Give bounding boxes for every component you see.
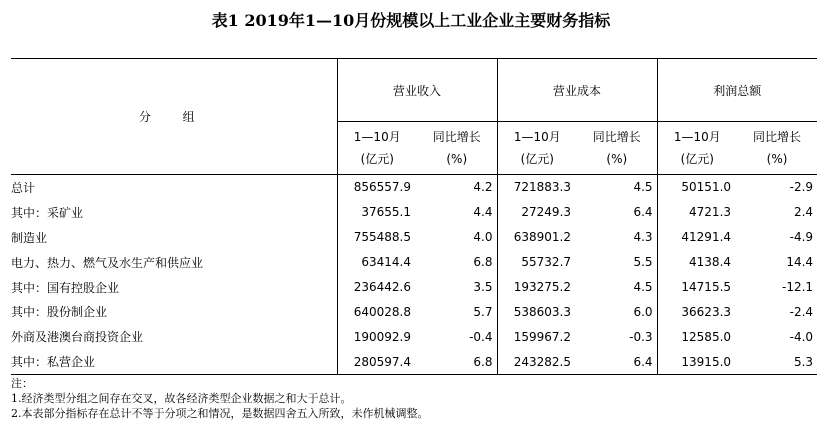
profit-value: 41291.4 [657, 225, 737, 250]
profit-yoy-value: -2.4 [789, 304, 814, 319]
revenue-yoy-value: 4.2 [473, 180, 493, 195]
profit-yoy-header: 同比增长 (%) [737, 122, 817, 175]
table-row [11, 275, 817, 300]
notes-heading: 注： [11, 377, 33, 390]
revenue-yoy-value: 6.8 [417, 349, 497, 374]
profit-yoy-value: -4.9 [789, 230, 814, 245]
revenue-value: 640028.8 [337, 299, 417, 324]
revenue-yoy-value: -0.4 [469, 329, 493, 344]
row-label: 电力、热力、燃气及水生产和供应业 [11, 255, 204, 270]
revenue-value: 755488.5 [337, 225, 417, 250]
profit-yoy-value: -2.9 [789, 180, 814, 195]
revenue-value: 37655.1 [337, 200, 417, 225]
group-header: 分 组 [11, 59, 337, 175]
financial-indicators-table [11, 58, 817, 375]
profit-value: 12585.0 [657, 324, 737, 349]
profit-yoy-value: -12.1 [781, 280, 814, 294]
cost-value: 27249.3 [497, 200, 577, 225]
table-row [11, 175, 817, 200]
row-label: 总计 [11, 180, 36, 195]
note-2: 2.本表部分指标存在总计不等于分项之和情况，是数据四舍五入所致，未作机械调整。 [11, 407, 429, 420]
revenue-yoy-header: 同比增长 (%) [417, 122, 497, 175]
cost-yoy-value: 5.5 [633, 255, 653, 270]
revenue-value: 280597.4 [337, 349, 417, 374]
row-label: 其中：采矿业 [11, 205, 84, 220]
profit-value: 13915.0 [657, 349, 737, 374]
profit-yoy-value: 5.3 [737, 349, 817, 374]
table-row [11, 324, 817, 349]
cost-value: 193275.2 [497, 275, 577, 300]
revenue-value: 63414.4 [337, 250, 417, 275]
row-label: 其中：国有控股企业 [11, 280, 120, 295]
cost-yoy-value: 4.5 [633, 180, 653, 195]
cost-header: 营业成本 [497, 59, 657, 122]
cost-yoy-value: 6.4 [633, 205, 653, 220]
revenue-value: 190092.9 [337, 324, 417, 349]
cost-period-header: 1—10月 (亿元) [497, 122, 577, 175]
revenue-period-header: 1—10月 (亿元) [337, 122, 417, 175]
revenue-yoy-value: 3.5 [473, 280, 493, 294]
revenue-yoy-value: 5.7 [473, 304, 493, 319]
profit-yoy-value: 2.4 [793, 205, 814, 220]
table-row [11, 225, 817, 250]
cost-value: 159967.2 [497, 324, 577, 349]
cost-value: 538603.3 [497, 299, 577, 324]
profit-period-header: 1—10月 (亿元) [657, 122, 737, 175]
revenue-value: 236442.6 [337, 275, 417, 300]
revenue-header: 营业收入 [337, 59, 497, 122]
profit-yoy-value: 14.4 [786, 255, 814, 270]
revenue-yoy-value: 4.0 [473, 230, 493, 245]
profit-header: 利润总额 [657, 59, 817, 122]
cost-value: 55732.7 [497, 250, 577, 275]
profit-value: 36623.3 [657, 299, 737, 324]
table-row [11, 299, 817, 324]
row-label: 制造业 [11, 230, 48, 245]
row-label: 外商及港澳台商投资企业 [11, 330, 144, 345]
revenue-yoy-value: 4.4 [473, 205, 493, 220]
profit-yoy-value: -4.0 [789, 329, 814, 344]
cost-yoy-value: 6.4 [577, 349, 657, 374]
cost-yoy-value: 6.0 [633, 304, 653, 319]
cost-yoy-header: 同比增长 (%) [577, 122, 657, 175]
table-row [11, 349, 817, 374]
profit-value: 50151.0 [657, 175, 737, 200]
cost-yoy-value: 4.5 [633, 280, 653, 294]
revenue-yoy-value: 6.8 [473, 255, 493, 270]
row-label: 其中：私营企业 [11, 349, 337, 374]
cost-value: 243282.5 [497, 349, 577, 374]
cost-value: 638901.2 [497, 225, 577, 250]
cost-value: 721883.3 [497, 175, 577, 200]
revenue-value: 856557.9 [337, 175, 417, 200]
row-label: 其中：股份制企业 [11, 305, 108, 320]
profit-value: 4721.3 [657, 200, 737, 225]
profit-value: 4138.4 [657, 250, 737, 275]
table-notes [11, 376, 429, 421]
profit-value: 14715.5 [657, 275, 737, 300]
table-row [11, 250, 817, 275]
note-1: 1.经济类型分组之间存在交叉，故各经济类型企业数据之和大于总计。 [11, 392, 352, 405]
cost-yoy-value: -0.3 [629, 329, 653, 344]
table-title: 表1 2019年1—10月份规模以上工业企业主要财务指标 [211, 11, 611, 30]
table-row [11, 200, 817, 225]
cost-yoy-value: 4.3 [633, 230, 653, 245]
